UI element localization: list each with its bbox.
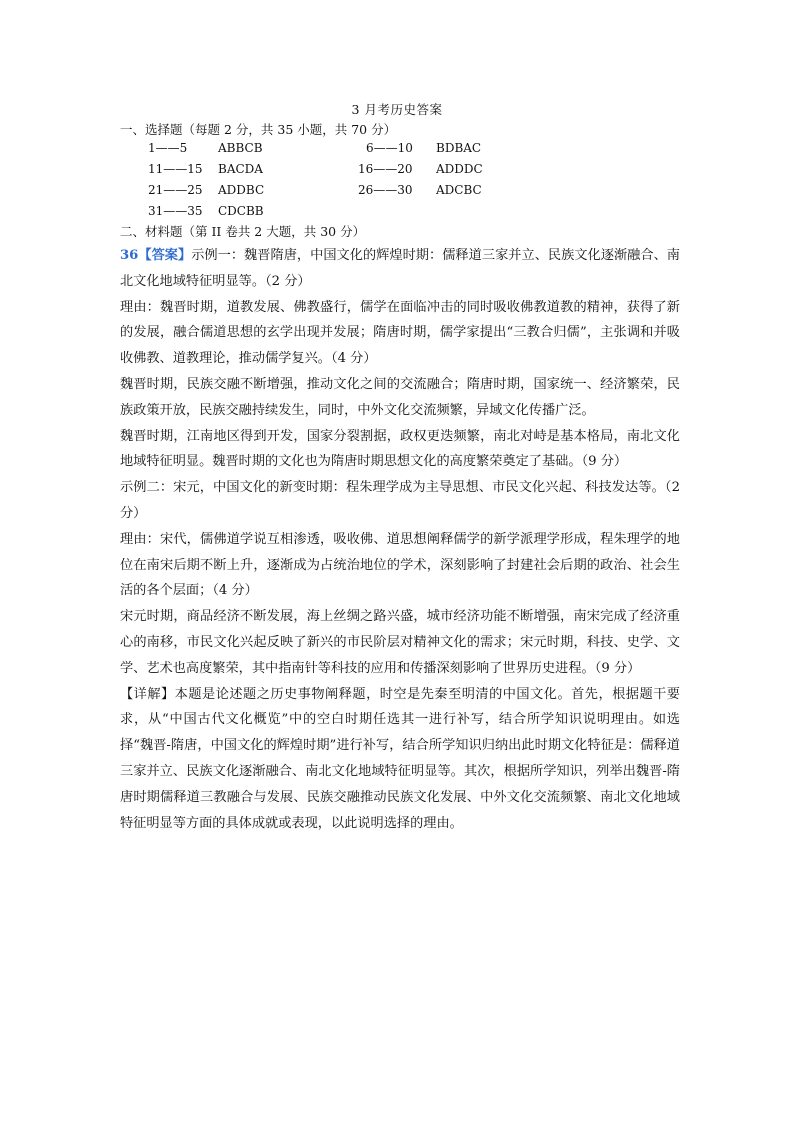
range-label: 26——30 xyxy=(358,183,413,197)
range-label: 1——5 xyxy=(148,141,188,155)
answer-key: ADDDC xyxy=(436,162,483,176)
example-two-paragraph: 示例二：宋元，中国文化的新变时期：程朱理学成为主导思想、市民文化兴起、科技发达等。（2 分） xyxy=(120,480,680,521)
explanation-paragraph: 【详解】本题是论述题之历史事物阐释题，时空是先秦至明清的中国文化。首先，根据题干要求，从“中国古代文化概览”中的空白时期任选其一进行补写，结合所学知识说明理由。如选择“魏晋-隋唐，中国文化的辉煌时期”进行补写，结合所学知识归纳出此时期文化特征是：儒释道三家并立、民族文化逐渐融合、南北文化地域特征明显等。其次，根据所学知识，列举出魏晋-隋唐时期儒释道三教融合与发展、民族交融推动民族文化发展、中外文化交流频繁、南北文化地域特征明显等方面的具体成就或表现，以此说明选择的理由。 xyxy=(120,686,680,831)
reason-paragraph: 理由：魏晋时期，道教发展、佛教盛行，儒学在面临冲击的同时吸收佛教道教的精神，获得了新的发展，融合儒道思想的玄学出现并发展；隋唐时期，儒学家提出“三教合归儒”，主张调和并吸收佛教、道教理论，推动儒学复兴。（4 分） xyxy=(120,299,680,367)
question-36-label: 36【答案】 xyxy=(120,248,192,263)
answer-key: BDBAC xyxy=(436,141,482,155)
paragraph: 魏晋时期，江南地区得到开发，国家分裂割据，政权更迭频繁，南北对峙是基本格局，南北文化地域特征明显。魏晋时期的文化也为隋唐时期思想文化的高度繁荣奠定了基础。（9 分） xyxy=(120,428,680,470)
range-label: 21——25 xyxy=(148,183,203,197)
range-label: 16——20 xyxy=(358,162,413,176)
range-label: 6——10 xyxy=(366,141,413,155)
range-label: 11——15 xyxy=(148,162,203,176)
answer-key: ABBCB xyxy=(218,141,263,155)
paragraph: 魏晋时期，民族交融不断增强，推动文化之间的交流融合；隋唐时期，国家统一、经济繁荣，民族政策开放，民族交融持续发生，同时，中外文化交流频繁，异域文化传播广泛。 xyxy=(120,376,680,418)
example-one-paragraph: 36【答案】示例一：魏晋隋唐，中国文化的辉煌时期：儒释道三家并立、民族文化逐渐融合、南北文化地域特征明显等。（2 分） xyxy=(120,248,680,289)
range-label: 31——35 xyxy=(148,204,203,218)
section-heading-material: 二、材料题（第 II 卷共 2 大题，共 30 分） xyxy=(120,224,366,239)
section-heading-choice: 一、选择题（每题 2 分，共 35 小题，共 70 分） xyxy=(120,122,397,137)
paragraph: 宋元时期，商品经济不断发展，海上丝绸之路兴盛，城市经济功能不断增强，南宋完成了经济重心的南移，市民文化兴起反映了新兴的市民阶层对精神文化的需求；宋元时期，科技、史学、文学、艺术也高度繁荣，其中指南针等科技的应用和传播深刻影响了世界历史进程。（9 分） xyxy=(120,609,680,676)
answer-key: ADCBC xyxy=(436,183,482,197)
answer-key: ADDBC xyxy=(218,183,265,197)
reason-paragraph: 理由：宋代，儒佛道学说互相渗透，吸收佛、道思想阐释儒学的新学派理学形成，程朱理学的地位在南宋后期不断上升，逐渐成为占统治地位的学术，深刻影响了封建社会后期的政治、社会生活的各个层面；（4 分） xyxy=(120,531,680,599)
answer-key: CDCBB xyxy=(218,204,264,218)
answer-key: BACDA xyxy=(218,162,263,176)
answer-body xyxy=(120,243,680,836)
page-title: 3 月考历史答案 xyxy=(351,102,443,117)
